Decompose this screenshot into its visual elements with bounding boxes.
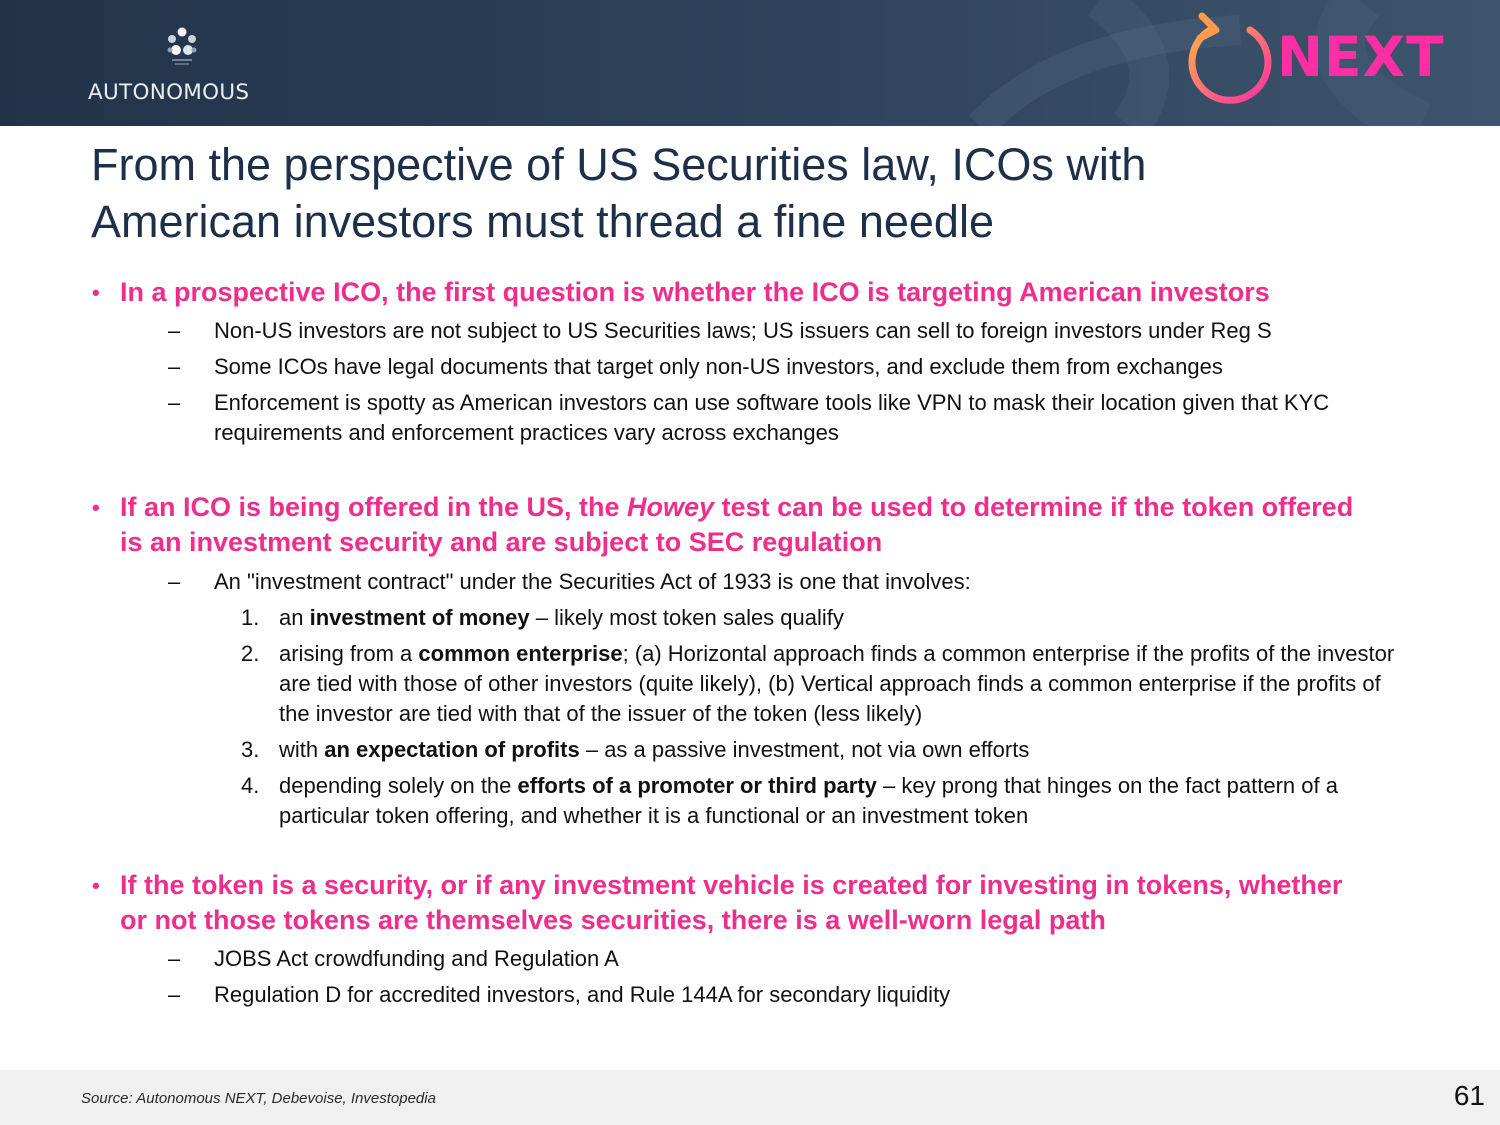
numbered-item-text xyxy=(279,603,1414,633)
autonomous-logo-mark-icon xyxy=(164,26,200,72)
source-note: Source: Autonomous NEXT, Debevoise, Investopedia xyxy=(81,1090,436,1107)
list-item-text: Enforcement is spotty as American investors can use software tools like VPN to mask their location given that KYC requirements and enforcement practices vary across exchanges xyxy=(214,390,1330,445)
section-2-heading-pre: If an ICO is being offered in the US, the xyxy=(120,492,628,522)
numbered-item-bold: investment of money xyxy=(309,605,530,630)
numbered-marker: 2. xyxy=(241,641,260,666)
numbered-item-post: ; (a) Horizontal approach finds a common enterprise if the profits of the investor are tied with those of other investors (quite likely), (b) Vertical approach finds a common enterprise if the profits of the investor are tied with that of the issuer of the token (less likely) xyxy=(279,641,1395,726)
numbered-item-post: – key prong that hinges on the fact pattern of a particular token offering, and whether it is a functional or an investment token xyxy=(279,773,1338,828)
section-2-heading-post: test can be used to determine if the token offered is an investment security and are subject to SEC regulation xyxy=(120,492,1354,557)
slide-title-line-2: American investors must thread a fine needle xyxy=(91,196,994,247)
dash-marker: – xyxy=(168,318,181,343)
dash-marker: – xyxy=(168,569,181,594)
numbered-item-bold: efforts of a promoter or third party xyxy=(517,773,877,798)
numbered-item-pre: with xyxy=(279,737,325,762)
bullet-marker: • xyxy=(92,495,100,520)
numbered-item-pre: depending solely on the xyxy=(279,773,518,798)
section-2-heading-italic: Howey xyxy=(627,492,715,522)
slide-header xyxy=(0,0,1500,126)
numbered-item-pre: arising from a xyxy=(279,641,419,666)
autonomous-logo[interactable] xyxy=(88,24,288,114)
list-item-text: Regulation D for accredited investors, and Rule 144A for secondary liquidity xyxy=(214,982,951,1007)
slide-title-line-1: From the perspective of US Securities law, ICOs with xyxy=(91,139,1147,190)
list-item-text: Some ICOs have legal documents that target only non-US investors, and exclude them from exchanges xyxy=(214,354,1223,379)
section-3-heading: If the token is a security, or if any investment vehicle is created for investing in tokens, whether or not those tokens are themselves securities, there is a well-worn legal path xyxy=(120,870,1343,935)
list-item-text: An "investment contract" under the Securities Act of 1933 is one that involves: xyxy=(214,569,971,594)
bullet-marker: • xyxy=(92,280,100,305)
numbered-item-pre: an xyxy=(279,605,310,630)
next-logo[interactable] xyxy=(1180,8,1450,118)
numbered-marker: 4. xyxy=(241,773,260,798)
next-wordmark: NEXT xyxy=(1277,25,1445,89)
numbered-item-text xyxy=(279,735,1414,765)
numbered-item-bold: common enterprise xyxy=(418,641,623,666)
bullet-marker: • xyxy=(92,873,100,898)
refresh-circle-icon xyxy=(1180,8,1280,118)
autonomous-logo-wordmark: AUTONOMOUS xyxy=(88,80,250,105)
list-item-text: Non-US investors are not subject to US Securities laws; US issuers can sell to foreign investors under Reg S xyxy=(214,318,1272,343)
slide-title xyxy=(91,136,1391,250)
numbered-marker: 3. xyxy=(241,737,260,762)
numbered-marker: 1. xyxy=(241,605,260,630)
dash-marker: – xyxy=(168,354,181,379)
numbered-item-text xyxy=(279,771,1369,831)
numbered-item-bold: an expectation of profits xyxy=(324,737,580,762)
page-number: 61 xyxy=(1453,1080,1485,1111)
dash-marker: – xyxy=(168,390,181,415)
numbered-item-text xyxy=(279,639,1414,729)
section-1-heading: In a prospective ICO, the first question is whether the ICO is targeting American investors xyxy=(120,277,1270,307)
section-2-heading xyxy=(120,490,1360,560)
numbered-item-post: – likely most token sales qualify xyxy=(529,605,844,630)
dash-marker: – xyxy=(168,946,181,971)
list-item-text: JOBS Act crowdfunding and Regulation A xyxy=(214,946,619,971)
numbered-item-post: – as a passive investment, not via own efforts xyxy=(579,737,1030,762)
dash-marker: – xyxy=(168,982,181,1007)
